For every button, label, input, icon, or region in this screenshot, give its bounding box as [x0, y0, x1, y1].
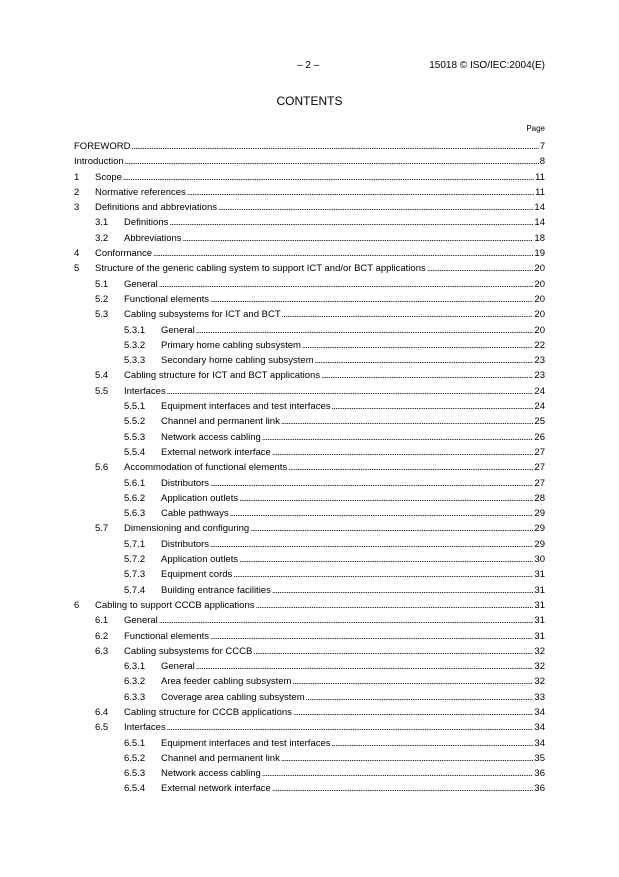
- toc-entry-title: General: [161, 661, 195, 673]
- toc-entry[interactable]: [74, 690, 545, 705]
- toc-entry-number: 6.5.2: [124, 752, 146, 764]
- toc-entry[interactable]: [74, 261, 545, 276]
- toc-entry[interactable]: [74, 736, 545, 751]
- toc-entry-title: Channel and permanent link: [161, 752, 280, 764]
- toc-entry-number: 6.4: [95, 706, 109, 718]
- toc-entry-number: 5.7.4: [124, 584, 146, 596]
- toc-entry-title: Network access cabling: [161, 431, 261, 443]
- toc-entry-page: 36: [534, 783, 545, 795]
- dot-leader: [210, 292, 533, 307]
- toc-entry-number: 6.3: [95, 645, 109, 657]
- dot-leader: [281, 414, 534, 429]
- dot-leader: [315, 353, 534, 368]
- toc-entry[interactable]: [74, 537, 545, 552]
- toc-entry-number: 5.3.2: [124, 339, 146, 351]
- dot-leader: [239, 491, 533, 506]
- toc-entry-number: 5.3.3: [124, 355, 146, 367]
- toc-entry-title: Cabling subsystems for CCCB: [124, 645, 253, 657]
- table-of-contents: [74, 139, 545, 797]
- dot-leader: [292, 674, 533, 689]
- dot-leader: [255, 598, 533, 613]
- toc-entry-title: Accommodation of functional elements: [124, 462, 288, 474]
- toc-entry-number: 5.7.3: [124, 569, 146, 581]
- toc-entry[interactable]: [74, 781, 545, 796]
- toc-entry-title: Functional elements: [124, 293, 210, 305]
- toc-entry-page: 22: [534, 339, 545, 351]
- toc-entry[interactable]: [74, 491, 545, 506]
- toc-entry-title: Application outlets: [161, 492, 239, 504]
- toc-entry[interactable]: [74, 445, 545, 460]
- dot-leader: [123, 170, 534, 185]
- toc-entry-title: Abbreviations: [124, 232, 182, 244]
- toc-entry-title: Network access cabling: [161, 768, 261, 780]
- toc-entry-number: 6.3.2: [124, 676, 146, 688]
- toc-entry-title: Interfaces: [124, 722, 166, 734]
- toc-entry-page: 32: [534, 645, 545, 657]
- dot-leader: [281, 751, 534, 766]
- toc-entry-title: Structure of the generic cabling system to support ICT and/or BCT applications: [95, 263, 426, 275]
- toc-entry-title: Area feeder cabling subsystem: [161, 676, 292, 688]
- dot-leader: [210, 629, 533, 644]
- toc-entry-title: Conformance: [95, 248, 153, 260]
- toc-entry-page: 27: [534, 462, 545, 474]
- toc-entry-title: General: [161, 324, 195, 336]
- dot-leader: [153, 246, 533, 261]
- toc-entry[interactable]: [74, 476, 545, 491]
- dot-leader: [306, 690, 534, 705]
- dot-leader: [321, 368, 533, 383]
- dot-leader: [427, 261, 534, 276]
- toc-entry-title: External network interface: [161, 446, 271, 458]
- toc-entry-number: 5.4: [95, 370, 109, 382]
- toc-entry-page: 20: [534, 324, 545, 336]
- dot-leader: [253, 644, 533, 659]
- toc-entry-page: 26: [534, 431, 545, 443]
- toc-entry[interactable]: [74, 583, 545, 598]
- toc-entry-number: 6: [74, 599, 80, 611]
- dot-leader: [131, 139, 538, 154]
- toc-entry[interactable]: [74, 659, 545, 674]
- toc-entry-page: 20: [534, 309, 545, 321]
- toc-entry-page: 20: [534, 263, 545, 275]
- toc-entry-page: 31: [534, 615, 545, 627]
- dot-leader: [332, 399, 534, 414]
- toc-entry-title: General: [124, 278, 158, 290]
- toc-entry[interactable]: [74, 598, 545, 613]
- toc-entry[interactable]: [74, 231, 545, 246]
- toc-entry-page: 14: [534, 202, 545, 214]
- toc-entry-title: Channel and permanent link: [161, 416, 280, 428]
- toc-entry-page: 31: [534, 569, 545, 581]
- toc-entry-title: Definitions: [124, 217, 169, 229]
- toc-entry-page: 30: [534, 554, 545, 566]
- toc-entry-number: 6.5.4: [124, 783, 146, 795]
- toc-entry-title: Distributors: [161, 477, 210, 489]
- toc-entry-page: 27: [534, 477, 545, 489]
- dot-leader: [239, 552, 533, 567]
- toc-entry-page: 28: [534, 492, 545, 504]
- toc-entry-title: Cable pathways: [161, 508, 229, 520]
- contents-title: CONTENTS: [276, 94, 343, 108]
- toc-entry-title: Functional elements: [124, 630, 210, 642]
- toc-entry[interactable]: [74, 338, 545, 353]
- toc-entry-number: 5: [74, 263, 80, 275]
- toc-entry-page: 25: [534, 416, 545, 428]
- toc-entry-title: Cabling subsystems for ICT and BCT: [124, 309, 281, 321]
- toc-entry-page: 20: [534, 293, 545, 305]
- toc-entry[interactable]: [74, 246, 545, 261]
- toc-entry-title: Distributors: [161, 538, 210, 550]
- toc-entry-number: 5.5.2: [124, 416, 146, 428]
- toc-entry-number: 5.7.1: [124, 538, 146, 550]
- toc-entry[interactable]: [74, 720, 545, 735]
- toc-entry-page: 8: [539, 156, 545, 168]
- toc-entry-number: 5.1: [95, 278, 109, 290]
- toc-entry-number: 5.6: [95, 462, 109, 474]
- toc-entry[interactable]: [74, 307, 545, 322]
- dot-leader: [218, 200, 533, 215]
- page-number: – 2 –: [297, 60, 320, 71]
- toc-entry-title: Interfaces: [124, 385, 166, 397]
- toc-entry-page: 34: [534, 706, 545, 718]
- toc-entry-number: 5.2: [95, 293, 109, 305]
- toc-entry-page: 24: [534, 385, 545, 397]
- toc-entry[interactable]: [74, 521, 545, 536]
- toc-entry-number: 6.5: [95, 722, 109, 734]
- toc-entry-title: Scope: [95, 171, 122, 183]
- toc-entry[interactable]: [74, 613, 545, 628]
- toc-entry-title: Secondary home cabling subsystem: [161, 355, 314, 367]
- toc-entry-number: 5.5.3: [124, 431, 146, 443]
- toc-entry-title: Equipment interfaces and test interfaces: [161, 737, 331, 749]
- toc-entry-page: 24: [534, 401, 545, 413]
- toc-entry-title: Cabling to support CCCB applications: [95, 599, 255, 611]
- dot-leader: [167, 384, 534, 399]
- toc-entry-title: Cabling structure for ICT and BCT applications: [124, 370, 321, 382]
- dot-leader: [288, 460, 533, 475]
- toc-entry[interactable]: [74, 414, 545, 429]
- toc-entry-title: Introduction: [74, 156, 124, 168]
- toc-entry-page: 31: [534, 630, 545, 642]
- toc-entry-number: 4: [74, 248, 80, 260]
- dot-leader: [332, 736, 534, 751]
- dot-leader: [187, 185, 534, 200]
- toc-entry[interactable]: [74, 430, 545, 445]
- toc-entry-title: General: [124, 615, 158, 627]
- toc-entry-number: 6.3.3: [124, 691, 146, 703]
- toc-entry[interactable]: [74, 705, 545, 720]
- dot-leader: [196, 323, 534, 338]
- dot-leader: [272, 445, 534, 460]
- dot-leader: [210, 537, 533, 552]
- toc-entry-number: 5.7.2: [124, 554, 146, 566]
- dot-leader: [230, 506, 534, 521]
- toc-entry[interactable]: [74, 139, 545, 154]
- dot-leader: [159, 277, 534, 292]
- dot-leader: [233, 567, 533, 582]
- toc-entry-number: 3.1: [95, 217, 109, 229]
- document-reference: 15018 © ISO/IEC:2004(E): [429, 60, 545, 71]
- toc-entry-page: 34: [534, 737, 545, 749]
- toc-entry[interactable]: [74, 751, 545, 766]
- toc-entry-page: 36: [534, 768, 545, 780]
- toc-entry[interactable]: [74, 170, 545, 185]
- toc-entry-page: 29: [534, 538, 545, 550]
- toc-entry-number: 6.1: [95, 615, 109, 627]
- toc-entry-page: 19: [534, 248, 545, 260]
- toc-entry-page: 23: [534, 355, 545, 367]
- toc-entry-number: 5.7: [95, 523, 109, 535]
- toc-entry-page: 29: [534, 523, 545, 535]
- toc-entry[interactable]: [74, 277, 545, 292]
- toc-entry[interactable]: [74, 567, 545, 582]
- dot-leader: [210, 476, 533, 491]
- toc-entry-number: 5.6.1: [124, 477, 146, 489]
- toc-entry-title: Equipment interfaces and test interfaces: [161, 401, 331, 413]
- toc-entry-page: 29: [534, 508, 545, 520]
- dot-leader: [183, 231, 534, 246]
- toc-entry-title: Definitions and abbreviations: [95, 202, 217, 214]
- dot-leader: [125, 154, 539, 169]
- dot-leader: [272, 781, 534, 796]
- toc-entry[interactable]: [74, 323, 545, 338]
- toc-entry-number: 3.2: [95, 232, 109, 244]
- toc-entry-page: 18: [534, 232, 545, 244]
- toc-entry-page: 32: [534, 676, 545, 688]
- toc-entry-title: Coverage area cabling subsystem: [161, 691, 305, 703]
- toc-entry-page: 23: [534, 370, 545, 382]
- dot-leader: [272, 583, 534, 598]
- toc-entry[interactable]: [74, 154, 545, 169]
- toc-entry-number: 2: [74, 186, 80, 198]
- toc-entry[interactable]: [74, 399, 545, 414]
- toc-entry-page: 11: [535, 186, 545, 198]
- toc-entry-page: 31: [534, 599, 545, 611]
- toc-entry-title: Application outlets: [161, 554, 239, 566]
- toc-entry-page: 7: [539, 141, 545, 152]
- toc-entry-title: External network interface: [161, 783, 271, 795]
- toc-entry-title: Cabling structure for CCCB applications: [124, 706, 292, 718]
- toc-entry[interactable]: [74, 644, 545, 659]
- page-column-label: Page: [526, 124, 545, 133]
- dot-leader: [196, 659, 534, 674]
- toc-entry-page: 27: [534, 446, 545, 458]
- toc-entry[interactable]: [74, 215, 545, 230]
- toc-entry-number: 5.5: [95, 385, 109, 397]
- toc-entry[interactable]: [74, 506, 545, 521]
- toc-entry-page: 34: [534, 722, 545, 734]
- toc-entry[interactable]: [74, 629, 545, 644]
- toc-entry[interactable]: [74, 674, 545, 689]
- toc-entry-number: 5.3: [95, 309, 109, 321]
- dot-leader: [167, 720, 534, 735]
- toc-entry-page: 20: [534, 278, 545, 290]
- toc-entry[interactable]: [74, 353, 545, 368]
- toc-entry-page: 33: [534, 691, 545, 703]
- toc-entry-page: 32: [534, 661, 545, 673]
- toc-entry-page: 14: [534, 217, 545, 229]
- dot-leader: [302, 338, 534, 353]
- dot-leader: [282, 307, 534, 322]
- toc-entry[interactable]: [74, 460, 545, 475]
- toc-entry-number: 6.3.1: [124, 661, 146, 673]
- toc-entry[interactable]: [74, 185, 545, 200]
- toc-entry[interactable]: [74, 200, 545, 215]
- toc-entry-title: Normative references: [95, 186, 186, 198]
- toc-entry-number: 6.2: [95, 630, 109, 642]
- toc-entry-number: 3: [74, 202, 80, 214]
- toc-entry-number: 5.5.4: [124, 446, 146, 458]
- toc-entry-page: 35: [534, 752, 545, 764]
- toc-entry-number: 6.5.3: [124, 768, 146, 780]
- toc-entry-number: 5.3.1: [124, 324, 146, 336]
- toc-entry-page: 31: [534, 584, 545, 596]
- toc-entry-number: 5.6.2: [124, 492, 146, 504]
- toc-entry-number: 6.5.1: [124, 737, 146, 749]
- toc-entry[interactable]: [74, 766, 545, 781]
- toc-entry[interactable]: [74, 292, 545, 307]
- dot-leader: [250, 521, 533, 536]
- dot-leader: [262, 766, 534, 781]
- toc-entry-number: 5.6.3: [124, 508, 146, 520]
- page-header: [0, 60, 619, 74]
- toc-entry-number: 1: [74, 171, 80, 183]
- dot-leader: [293, 705, 534, 720]
- toc-entry-title: Building entrance facilities: [161, 584, 271, 596]
- toc-entry[interactable]: [74, 368, 545, 383]
- dot-leader: [159, 613, 534, 628]
- toc-entry-title: Primary home cabling subsystem: [161, 339, 301, 351]
- toc-entry-title: FOREWORD: [74, 141, 131, 152]
- toc-entry-page: 11: [535, 171, 545, 183]
- dot-leader: [169, 215, 533, 230]
- toc-entry[interactable]: [74, 384, 545, 399]
- dot-leader: [262, 430, 534, 445]
- toc-entry-title: Dimensioning and configuring: [124, 523, 250, 535]
- toc-entry[interactable]: [74, 552, 545, 567]
- toc-entry-title: Equipment cords: [161, 569, 233, 581]
- toc-entry-number: 5.5.1: [124, 401, 146, 413]
